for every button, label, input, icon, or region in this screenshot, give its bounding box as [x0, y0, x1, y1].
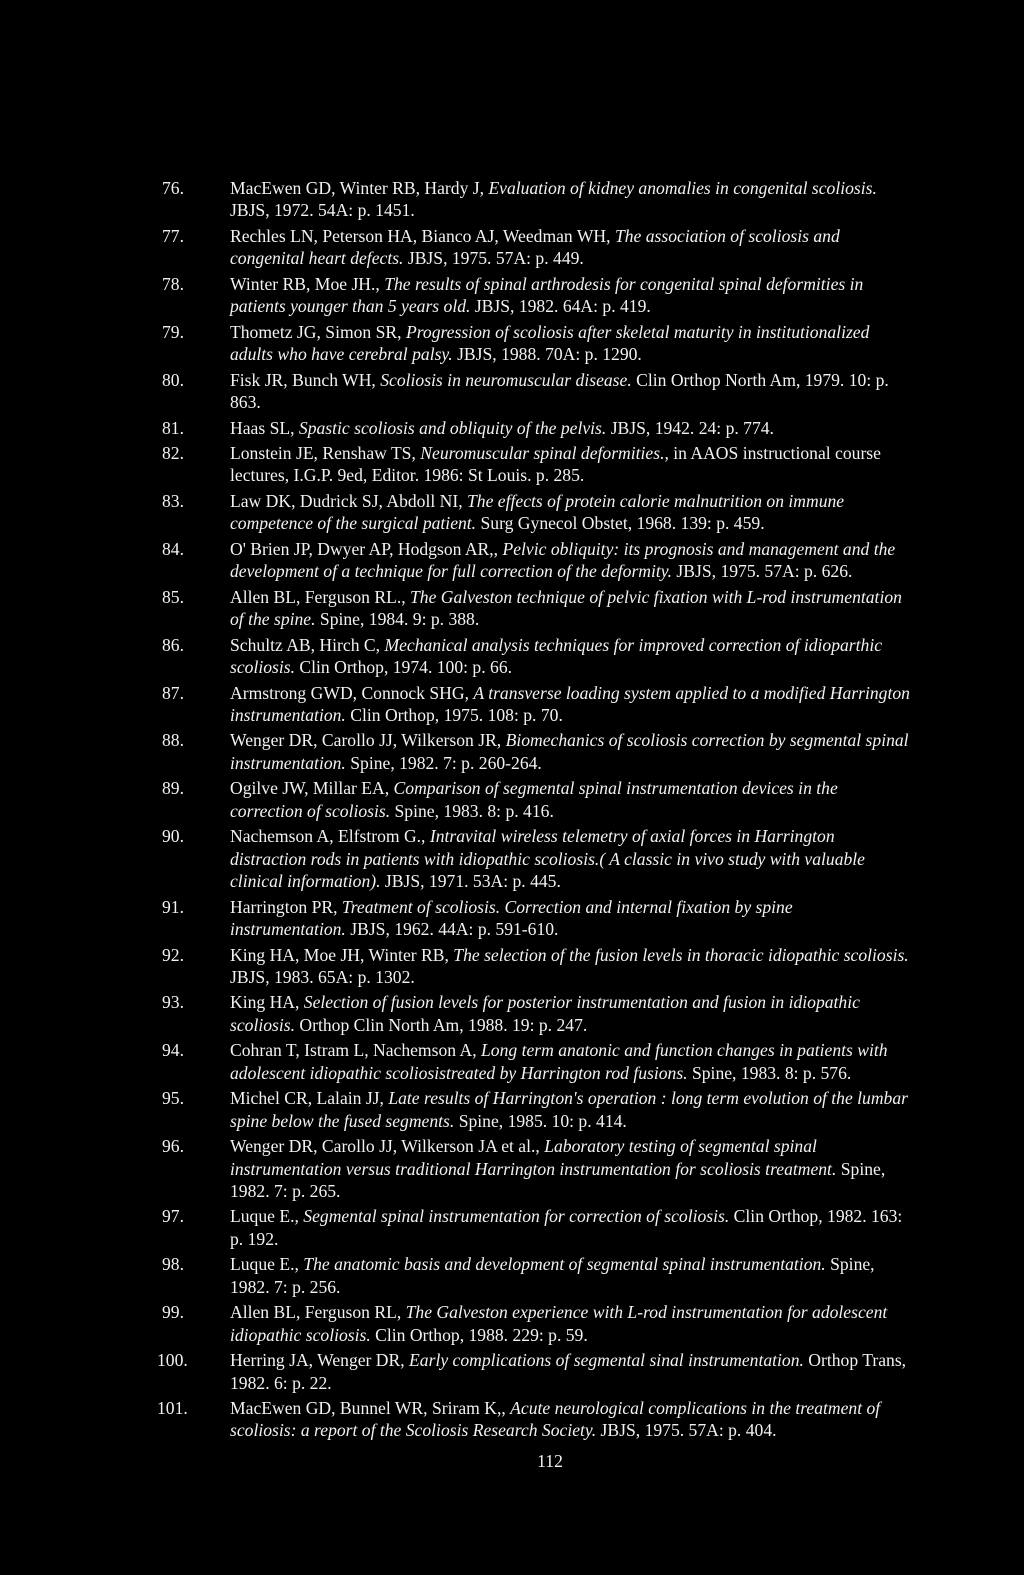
reference-source: JBJS, 1942. 24: p. 774.: [606, 417, 774, 438]
reference-authors: Nachemson A, Elfstrom G.,: [230, 826, 430, 847]
reference-number: 99.: [162, 1302, 184, 1323]
reference-item: [0, 1349, 910, 1394]
reference-title: The Galveston technique of pelvic fixation with L-rod instrumentation of the spine.: [230, 586, 902, 630]
reference-item: [0, 177, 910, 222]
reference-item: [0, 1135, 910, 1202]
reference-number: 88.: [162, 730, 184, 751]
reference-authors: O' Brien JP, Dwyer AP, Hodgson AR,,: [230, 538, 503, 559]
reference-source: Spine, 1985. 10: p. 414.: [454, 1110, 627, 1131]
reference-number: 90.: [162, 826, 184, 847]
reference-title: The association of scoliosis and congenital heart defects.: [230, 225, 840, 269]
reference-number: 97.: [162, 1206, 184, 1227]
reference-authors: Michel CR, Lalain JJ,: [230, 1088, 389, 1109]
reference-source: Spine, 1982. 7: p. 260-264.: [345, 752, 542, 773]
reference-authors: Wenger DR, Carollo JJ, Wilkerson JR,: [230, 730, 506, 751]
reference-authors: Allen BL, Ferguson RL.,: [230, 586, 411, 607]
reference-title: Acute neurological complications in the treatment of scoliosis: a report of the Scoliosis Research Society.: [230, 1398, 881, 1441]
reference-number: 80.: [162, 369, 184, 390]
reference-title: The selection of the fusion levels in thoracic idiopathic scoliosis.: [453, 944, 909, 965]
reference-item: [0, 634, 910, 679]
reference-authors: Armstrong GWD, Connock SHG,: [230, 682, 474, 703]
reference-number: 92.: [162, 944, 184, 965]
reference-number: 93.: [162, 992, 184, 1013]
reference-title: Long term anatonic and function changes in patients with adolescent idiopathic scoliosistreated by Harrington rod fusions.: [230, 1040, 888, 1083]
reference-number: 82.: [162, 443, 184, 464]
reference-title: Neuromuscular spinal deformities.: [420, 443, 665, 464]
reference-item: [0, 1205, 910, 1250]
reference-source: JBJS, 1972. 54A: p. 1451.: [230, 200, 415, 221]
reference-source: JBJS, 1988. 70A: p. 1290.: [452, 344, 642, 365]
reference-source: JBJS, 1975. 57A: p. 626.: [672, 561, 853, 582]
reference-authors: Wenger DR, Carollo JJ, Wilkerson JA et al.,: [230, 1136, 545, 1157]
reference-number: 84.: [162, 538, 184, 559]
reference-authors: Law DK, Dudrick SJ, Abdoll NI,: [230, 490, 468, 511]
reference-authors: Fisk JR, Bunch WH,: [230, 369, 381, 390]
reference-number: 101.: [157, 1398, 188, 1419]
reference-item: [0, 896, 910, 941]
reference-source: Spine, 1982. 7: p. 265.: [230, 1158, 886, 1201]
reference-title: A transverse loading system applied to a modified Harrington instrumentation.: [230, 682, 910, 725]
reference-item: [0, 225, 910, 270]
reference-source: JBJS, 1983. 65A: p. 1302.: [230, 966, 415, 987]
reference-title: Pelvic obliquity: its prognosis and management and the development of a technique for full correction of the deformity.: [230, 538, 896, 582]
reference-item: [0, 273, 910, 318]
reference-item: [0, 442, 910, 487]
reference-item: [0, 538, 910, 583]
reference-authors: Lonstein JE, Renshaw TS,: [230, 443, 421, 464]
reference-item: [0, 729, 910, 774]
reference-authors: MacEwen GD, Winter RB, Hardy J,: [230, 178, 489, 198]
reference-number: 96.: [162, 1136, 184, 1157]
reference-source: Orthop Trans, 1982. 6: p. 22.: [230, 1350, 907, 1393]
reference-title: Scoliosis in neuromuscular disease.: [380, 369, 632, 390]
reference-title: Evaluation of kidney anomalies in congenital scoliosis.: [488, 178, 877, 198]
reference-item: [0, 825, 910, 892]
reference-number: 91.: [162, 896, 184, 917]
reference-title: Early complications of segmental sinal instrumentation.: [409, 1350, 804, 1371]
reference-number: 79.: [162, 321, 184, 342]
reference-title: The effects of protein calorie malnutrition on immune competence of the surgical patient.: [230, 490, 845, 534]
reference-title: The Galveston experience with L-rod instrumentation for adolescent idiopathic scoliosis.: [230, 1302, 888, 1345]
reference-source: Clin Orthop, 1974. 100: p. 66.: [295, 657, 513, 678]
reference-authors: Haas SL,: [230, 417, 299, 438]
reference-source: JBJS, 1975. 57A: p. 404.: [596, 1420, 777, 1441]
reference-authors: Thometz JG, Simon SR,: [230, 321, 406, 342]
reference-authors: Ogilve JW, Millar EA,: [230, 778, 394, 799]
reference-source: Spine, 1984. 9: p. 388.: [315, 609, 480, 630]
reference-number: 76.: [162, 178, 184, 198]
reference-item: [0, 490, 910, 535]
reference-authors: Rechles LN, Peterson HA, Bianco AJ, Weedman WH,: [230, 225, 615, 246]
reference-title: Selection of fusion levels for posterior instrumentation and fusion in idiopathic scoliosis.: [230, 992, 860, 1035]
reference-title: Treatment of scoliosis. Correction and internal fixation by spine instrumentation.: [230, 896, 793, 939]
reference-title: Mechanical analysis techniques for improved correction of idioparthic scoliosis.: [230, 634, 883, 678]
reference-item: [0, 321, 910, 366]
reference-authors: Luque E.,: [230, 1254, 304, 1275]
reference-source: , in AAOS instructional course lectures, I.G.P. 9ed, Editor. 1986: St Louis. p. 285.: [230, 443, 881, 486]
reference-source: Clin Orthop, 1975. 108: p. 70.: [345, 704, 563, 725]
reference-authors: Cohran T, Istram L, Nachemson A,: [230, 1040, 481, 1061]
reference-source: Spine, 1983. 8: p. 416.: [390, 800, 554, 821]
reference-item: [0, 682, 910, 727]
reference-source: Spine, 1983. 8: p. 576.: [687, 1062, 852, 1083]
reference-title: Spastic scoliosis and obliquity of the pelvis.: [298, 417, 607, 438]
reference-title: Laboratory testing of segmental spinal instrumentation versus traditional Harrington instrumentation for scoliosis treatment.: [230, 1136, 837, 1179]
reference-item: [0, 1039, 910, 1084]
reference-title: Segmental spinal instrumentation for correction of scoliosis.: [303, 1206, 730, 1227]
reference-source: Surg Gynecol Obstet, 1968. 139: p. 459.: [476, 513, 765, 534]
reference-source: Orthop Clin North Am, 1988. 19: p. 247.: [295, 1014, 588, 1035]
reference-source: Spine, 1982. 7: p. 256.: [230, 1254, 875, 1297]
reference-number: 98.: [162, 1254, 184, 1275]
reference-source: JBJS, 1975. 57A: p. 449.: [403, 248, 584, 269]
reference-source: Clin Orthop, 1982. 163: p. 192.: [230, 1206, 903, 1249]
reference-number: 83.: [162, 490, 184, 511]
reference-title: Late results of Harrington's operation : long term evolution of the lumbar spine below the fused segments.: [230, 1088, 908, 1131]
reference-source: Clin Orthop North Am, 1979. 10: p. 863.: [230, 369, 889, 413]
reference-item: [0, 1087, 910, 1132]
reference-authors: Allen BL, Ferguson RL,: [230, 1302, 406, 1323]
reference-source: Clin Orthop, 1988. 229: p. 59.: [370, 1324, 588, 1345]
reference-item: [0, 369, 910, 414]
reference-source: JBJS, 1971. 53A: p. 445.: [380, 871, 561, 892]
reference-number: 100.: [157, 1350, 188, 1371]
reference-authors: King HA, Moe JH, Winter RB,: [230, 944, 454, 965]
reference-number: 89.: [162, 778, 184, 799]
reference-authors: Herring JA, Wenger DR,: [230, 1350, 410, 1371]
reference-authors: MacEwen GD, Bunnel WR, Sriram K,,: [230, 1398, 511, 1419]
reference-authors: Harrington PR,: [230, 896, 342, 917]
reference-item: [0, 991, 910, 1036]
reference-number: 94.: [162, 1040, 184, 1061]
reference-source: JBJS, 1982. 64A: p. 419.: [470, 296, 651, 317]
reference-number: 77.: [162, 225, 184, 246]
reference-number: 87.: [162, 682, 184, 703]
page-number: 112: [537, 1451, 563, 1471]
reference-title: Progression of scoliosis after skeletal maturity in institutionalized adults who have cerebral palsy.: [230, 321, 870, 365]
reference-title: Biomechanics of scoliosis correction by segmental spinal instrumentation.: [230, 730, 909, 773]
reference-authors: Schultz AB, Hirch C,: [230, 634, 385, 655]
reference-item: [0, 777, 910, 822]
reference-item: [0, 586, 910, 631]
reference-number: 85.: [162, 586, 184, 607]
reference-authors: King HA,: [230, 992, 304, 1013]
reference-title: The anatomic basis and development of segmental spinal instrumentation.: [303, 1254, 826, 1275]
reference-item: [0, 1397, 910, 1442]
reference-item: [0, 1253, 910, 1298]
reference-authors: Luque E.,: [230, 1206, 304, 1227]
reference-title: Comparison of segmental spinal instrumentation devices in the correction of scoliosis.: [230, 778, 838, 821]
reference-title: Intravital wireless telemetry of axial forces in Harrington distraction rods in patients with idiopathic scoliosis.( A classic in vivo study with valuable clinical information).: [230, 826, 865, 892]
reference-item: [0, 417, 910, 439]
reference-authors: Winter RB, Moe JH.,: [230, 273, 385, 294]
reference-title: The results of spinal arthrodesis for congenital spinal deformities in patients younger than 5 years old.: [230, 273, 864, 317]
reference-number: 78.: [162, 273, 184, 294]
reference-list: [0, 177, 1024, 1445]
reference-source: JBJS, 1962. 44A: p. 591-610.: [345, 919, 559, 939]
reference-number: 95.: [162, 1088, 184, 1109]
reference-number: 81.: [162, 417, 184, 438]
reference-item: [0, 944, 910, 989]
reference-item: [0, 1301, 910, 1346]
reference-number: 86.: [162, 634, 184, 655]
